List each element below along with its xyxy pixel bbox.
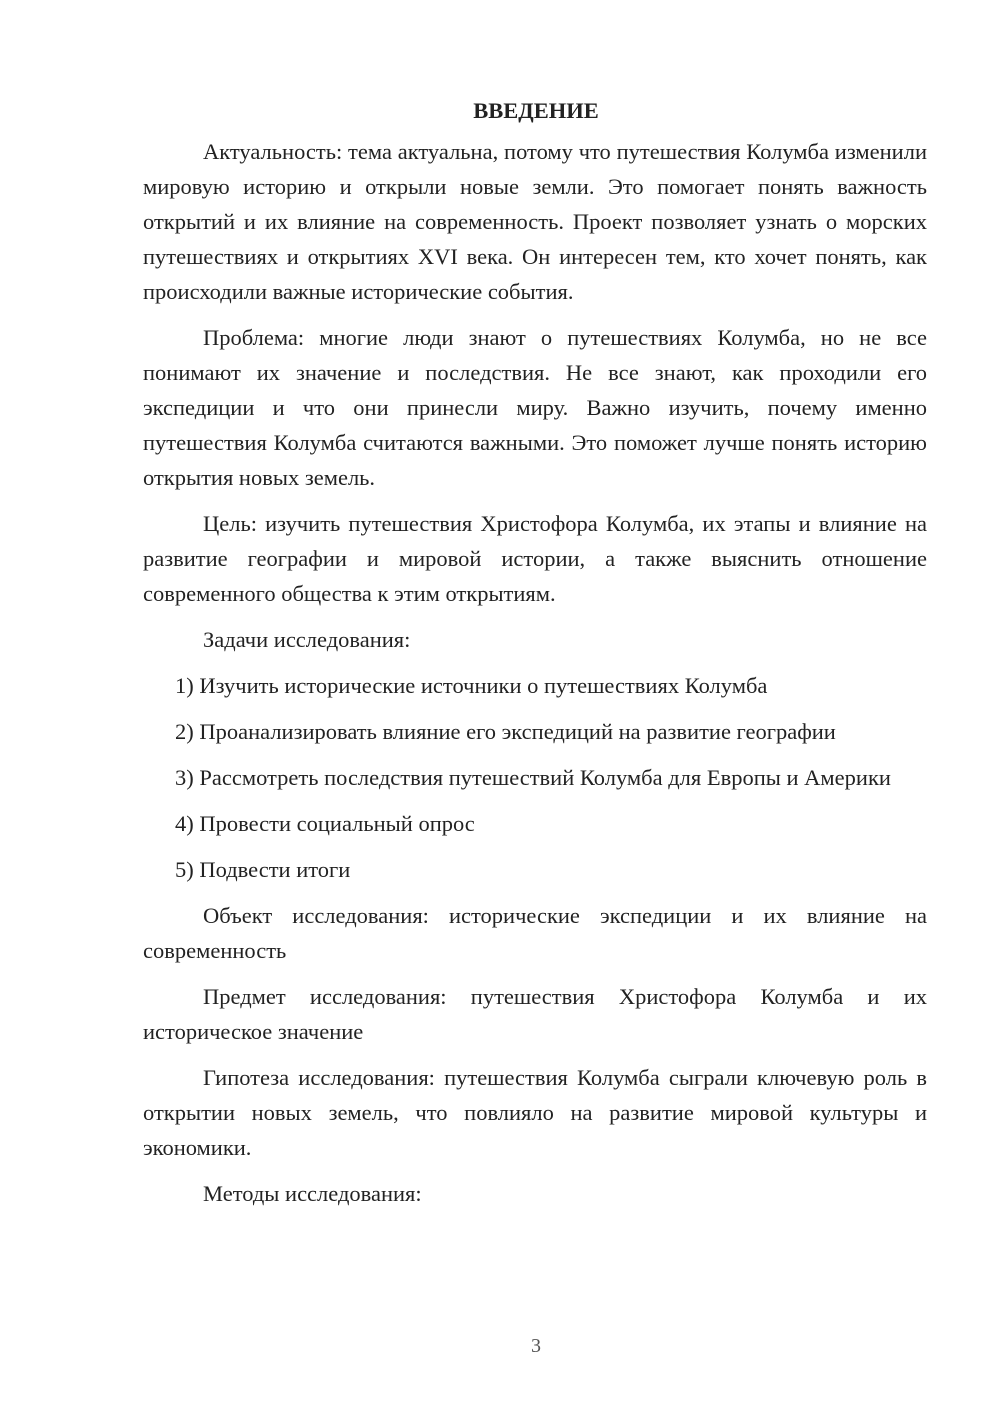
page-content <box>143 93 927 1222</box>
subject-paragraph: Предмет исследования: путешествия Христофора Колумба и их историческое значение <box>143 984 927 1044</box>
goal-paragraph: Цель: изучить путешествия Христофора Колумба, их этапы и влияние на развитие географии и мировой истории, а также выяснить отношение современного общества к этим открытиям. <box>143 511 927 606</box>
problem-paragraph: Проблема: многие люди знают о путешествиях Колумба, но не все понимают их значение и последствия. Не все знают, как проходили его экспедиции и что они принесли миру. Важно изучить, почему именно путешествия Колумба считаются важными. Это поможет лучше понять историю открытия новых земель. <box>143 325 927 490</box>
hypothesis-paragraph: Гипотеза исследования: путешествия Колумба сыграли ключевую роль в открытии новых земель, что повлияло на развитие мировой культуры и экономики. <box>143 1065 927 1160</box>
list-item: 5) Подвести итоги <box>175 857 351 882</box>
list-item: 1) Изучить исторические источники о путешествиях Колумба <box>175 673 768 698</box>
page-number: 3 <box>531 1335 541 1357</box>
page-title: ВВЕДЕНИЕ <box>473 98 599 123</box>
list-item: 2) Проанализировать влияние его экспедиций на развитие географии <box>175 719 836 744</box>
list-item: 3) Рассмотреть последствия путешествий Колумба для Европы и Америки <box>175 765 891 790</box>
object-paragraph: Объект исследования: исторические экспедиции и их влияние на современность <box>143 903 927 963</box>
methods-heading: Методы исследования: <box>203 1181 422 1206</box>
tasks-heading: Задачи исследования: <box>203 627 411 652</box>
relevance-paragraph: Актуальность: тема актуальна, потому что путешествия Колумба изменили мировую историю и открыли новые земли. Это помогает понять важность открытий и их влияние на современность. Проект позволяет узнать о морских путешествиях и открытиях XVI века. Он интересен тем, кто хочет понять, как происходили важные исторические события. <box>143 139 927 304</box>
list-item: 4) Провести социальный опрос <box>175 811 475 836</box>
tasks-list <box>143 668 927 887</box>
